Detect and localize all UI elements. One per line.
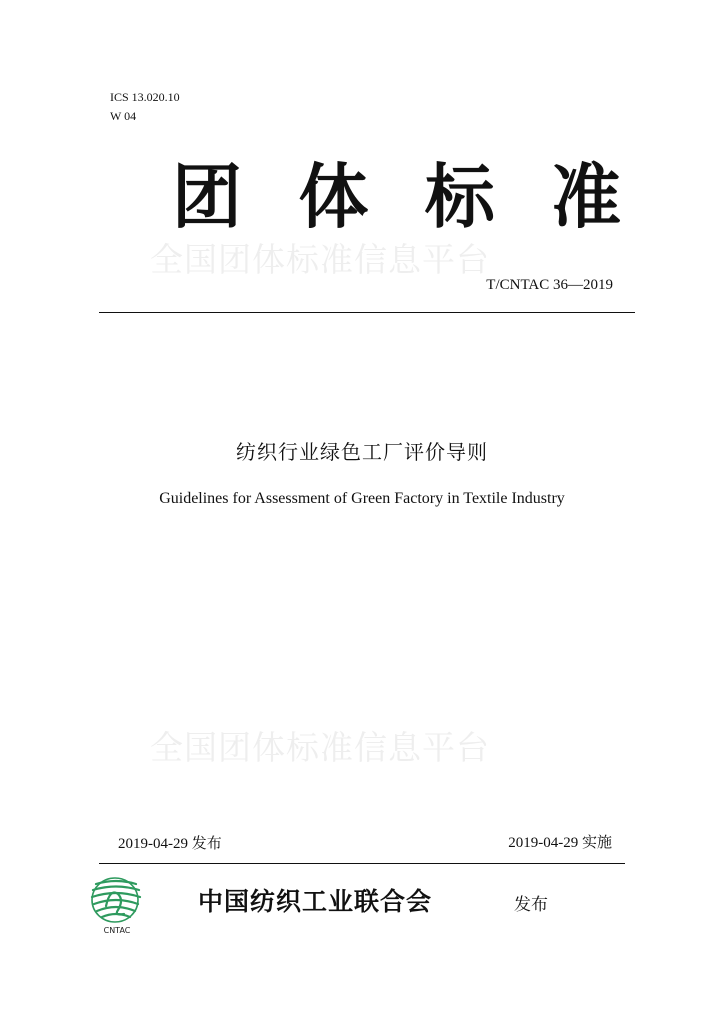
ics-code: ICS 13.020.10 [110,90,180,104]
top-divider [99,312,635,313]
title-english: Guidelines for Assessment of Green Factory in Textile Industry [159,490,565,507]
standard-code: T/CNTAC 36—2019 [486,277,613,293]
logo-label: CNTAC [103,926,131,935]
watermark-bottom: 全国团体标准信息平台 [150,728,490,767]
publisher-name: 中国纺织工业联合会 [198,887,433,916]
implementation-date: 2019-04-29 实施 [508,835,612,851]
bottom-divider [99,863,625,864]
standard-type-heading: 团 体 标 准 [172,155,638,238]
title-chinese: 纺织行业绿色工厂评价导则 [236,440,488,464]
issue-date: 2019-04-29 发布 [118,836,222,852]
ccs-code: W 04 [110,109,137,123]
publish-label: 发布 [514,895,548,915]
watermark-top: 全国团体标准信息平台 [150,240,490,279]
